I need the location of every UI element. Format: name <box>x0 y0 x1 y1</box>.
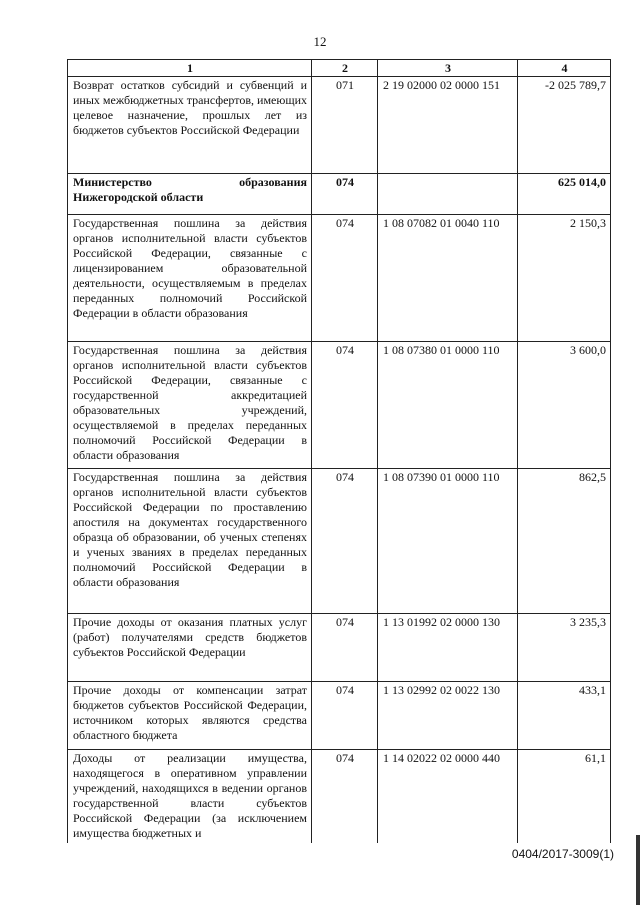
row-name: Государственная пошлина за действия органов исполнительной власти субъектов Российской Федерации, связанные с государственной аккредитацией образовательных учреждений, осуществляемой в пределах переданных полномочий Российской Федерации в области образования <box>68 342 312 469</box>
column-header-3: 3 <box>378 60 518 77</box>
row-kbk: 1 08 07082 01 0040 110 <box>378 215 518 342</box>
row-admin-code: 074 <box>312 682 378 750</box>
row-name: Прочие доходы от компенсации затрат бюджетов субъектов Российской Федерации, источником которых являются средства областного бюджета <box>68 682 312 750</box>
row-amount: 862,5 <box>518 469 611 614</box>
row-amount: 433,1 <box>518 682 611 750</box>
page-number: 12 <box>313 34 327 49</box>
row-kbk: 1 08 07380 01 0000 110 <box>378 342 518 469</box>
row-admin-code: 074 <box>312 750 378 843</box>
row-kbk: 1 13 02992 02 0022 130 <box>378 682 518 750</box>
column-header-4: 4 <box>518 60 611 77</box>
row-amount: 61,1 <box>518 750 611 843</box>
table-row <box>68 750 611 843</box>
row-amount: 625 014,0 <box>518 174 611 215</box>
row-kbk: 1 13 01992 02 0000 130 <box>378 614 518 682</box>
table-row <box>68 469 611 614</box>
row-amount: 3 235,3 <box>518 614 611 682</box>
row-amount: -2 025 789,7 <box>518 77 611 174</box>
row-admin-code: 074 <box>312 342 378 469</box>
table-row <box>68 614 611 682</box>
row-admin-code: 074 <box>312 174 378 215</box>
table-header-row <box>68 60 611 77</box>
row-amount: 2 150,3 <box>518 215 611 342</box>
scan-edge-mark <box>636 835 640 905</box>
row-name: Доходы от реализации имущества, находящегося в оперативном управлении учреждений, находящихся в ведении органов государственной власти субъектов Российской Федерации (за исключением имущества бюджетных и <box>68 750 312 843</box>
row-admin-code: 074 <box>312 614 378 682</box>
row-name: Министерство образования Нижегородской области <box>68 174 312 215</box>
row-admin-code: 071 <box>312 77 378 174</box>
table-row <box>68 174 611 215</box>
row-amount: 3 600,0 <box>518 342 611 469</box>
revenue-table <box>67 59 611 843</box>
row-kbk: 1 08 07390 01 0000 110 <box>378 469 518 614</box>
table-row <box>68 682 611 750</box>
column-header-1: 1 <box>68 60 312 77</box>
row-name: Возврат остатков субсидий и субвенций и иных межбюджетных трансфертов, имеющих целевое назначение, прошлых лет из бюджетов субъектов Российской Федерации <box>68 77 312 174</box>
row-name: Государственная пошлина за действия органов исполнительной власти субъектов Российской Федерации по проставлению апостиля на документах государственного образца об образовании, об ученых степенях и ученых званиях в пределах переданных полномочий Российской Федерации в области образования <box>68 469 312 614</box>
row-name: Прочие доходы от оказания платных услуг (работ) получателями средств бюджетов субъектов Российской Федерации <box>68 614 312 682</box>
row-kbk: 1 14 02022 02 0000 440 <box>378 750 518 843</box>
row-kbk <box>378 174 518 215</box>
row-admin-code: 074 <box>312 469 378 614</box>
table-row <box>68 342 611 469</box>
table-row <box>68 77 611 174</box>
row-kbk: 2 19 02000 02 0000 151 <box>378 77 518 174</box>
column-header-2: 2 <box>312 60 378 77</box>
row-admin-code: 074 <box>312 215 378 342</box>
row-name: Государственная пошлина за действия органов исполнительной власти субъектов Российской Федерации, связанные с лицензированием образовательной деятельности, осуществляемым в пределах переданных полномочий Российской Федерации в области образования <box>68 215 312 342</box>
document-registration-number: 0404/2017-3009(1) <box>511 847 614 861</box>
table-row <box>68 215 611 342</box>
